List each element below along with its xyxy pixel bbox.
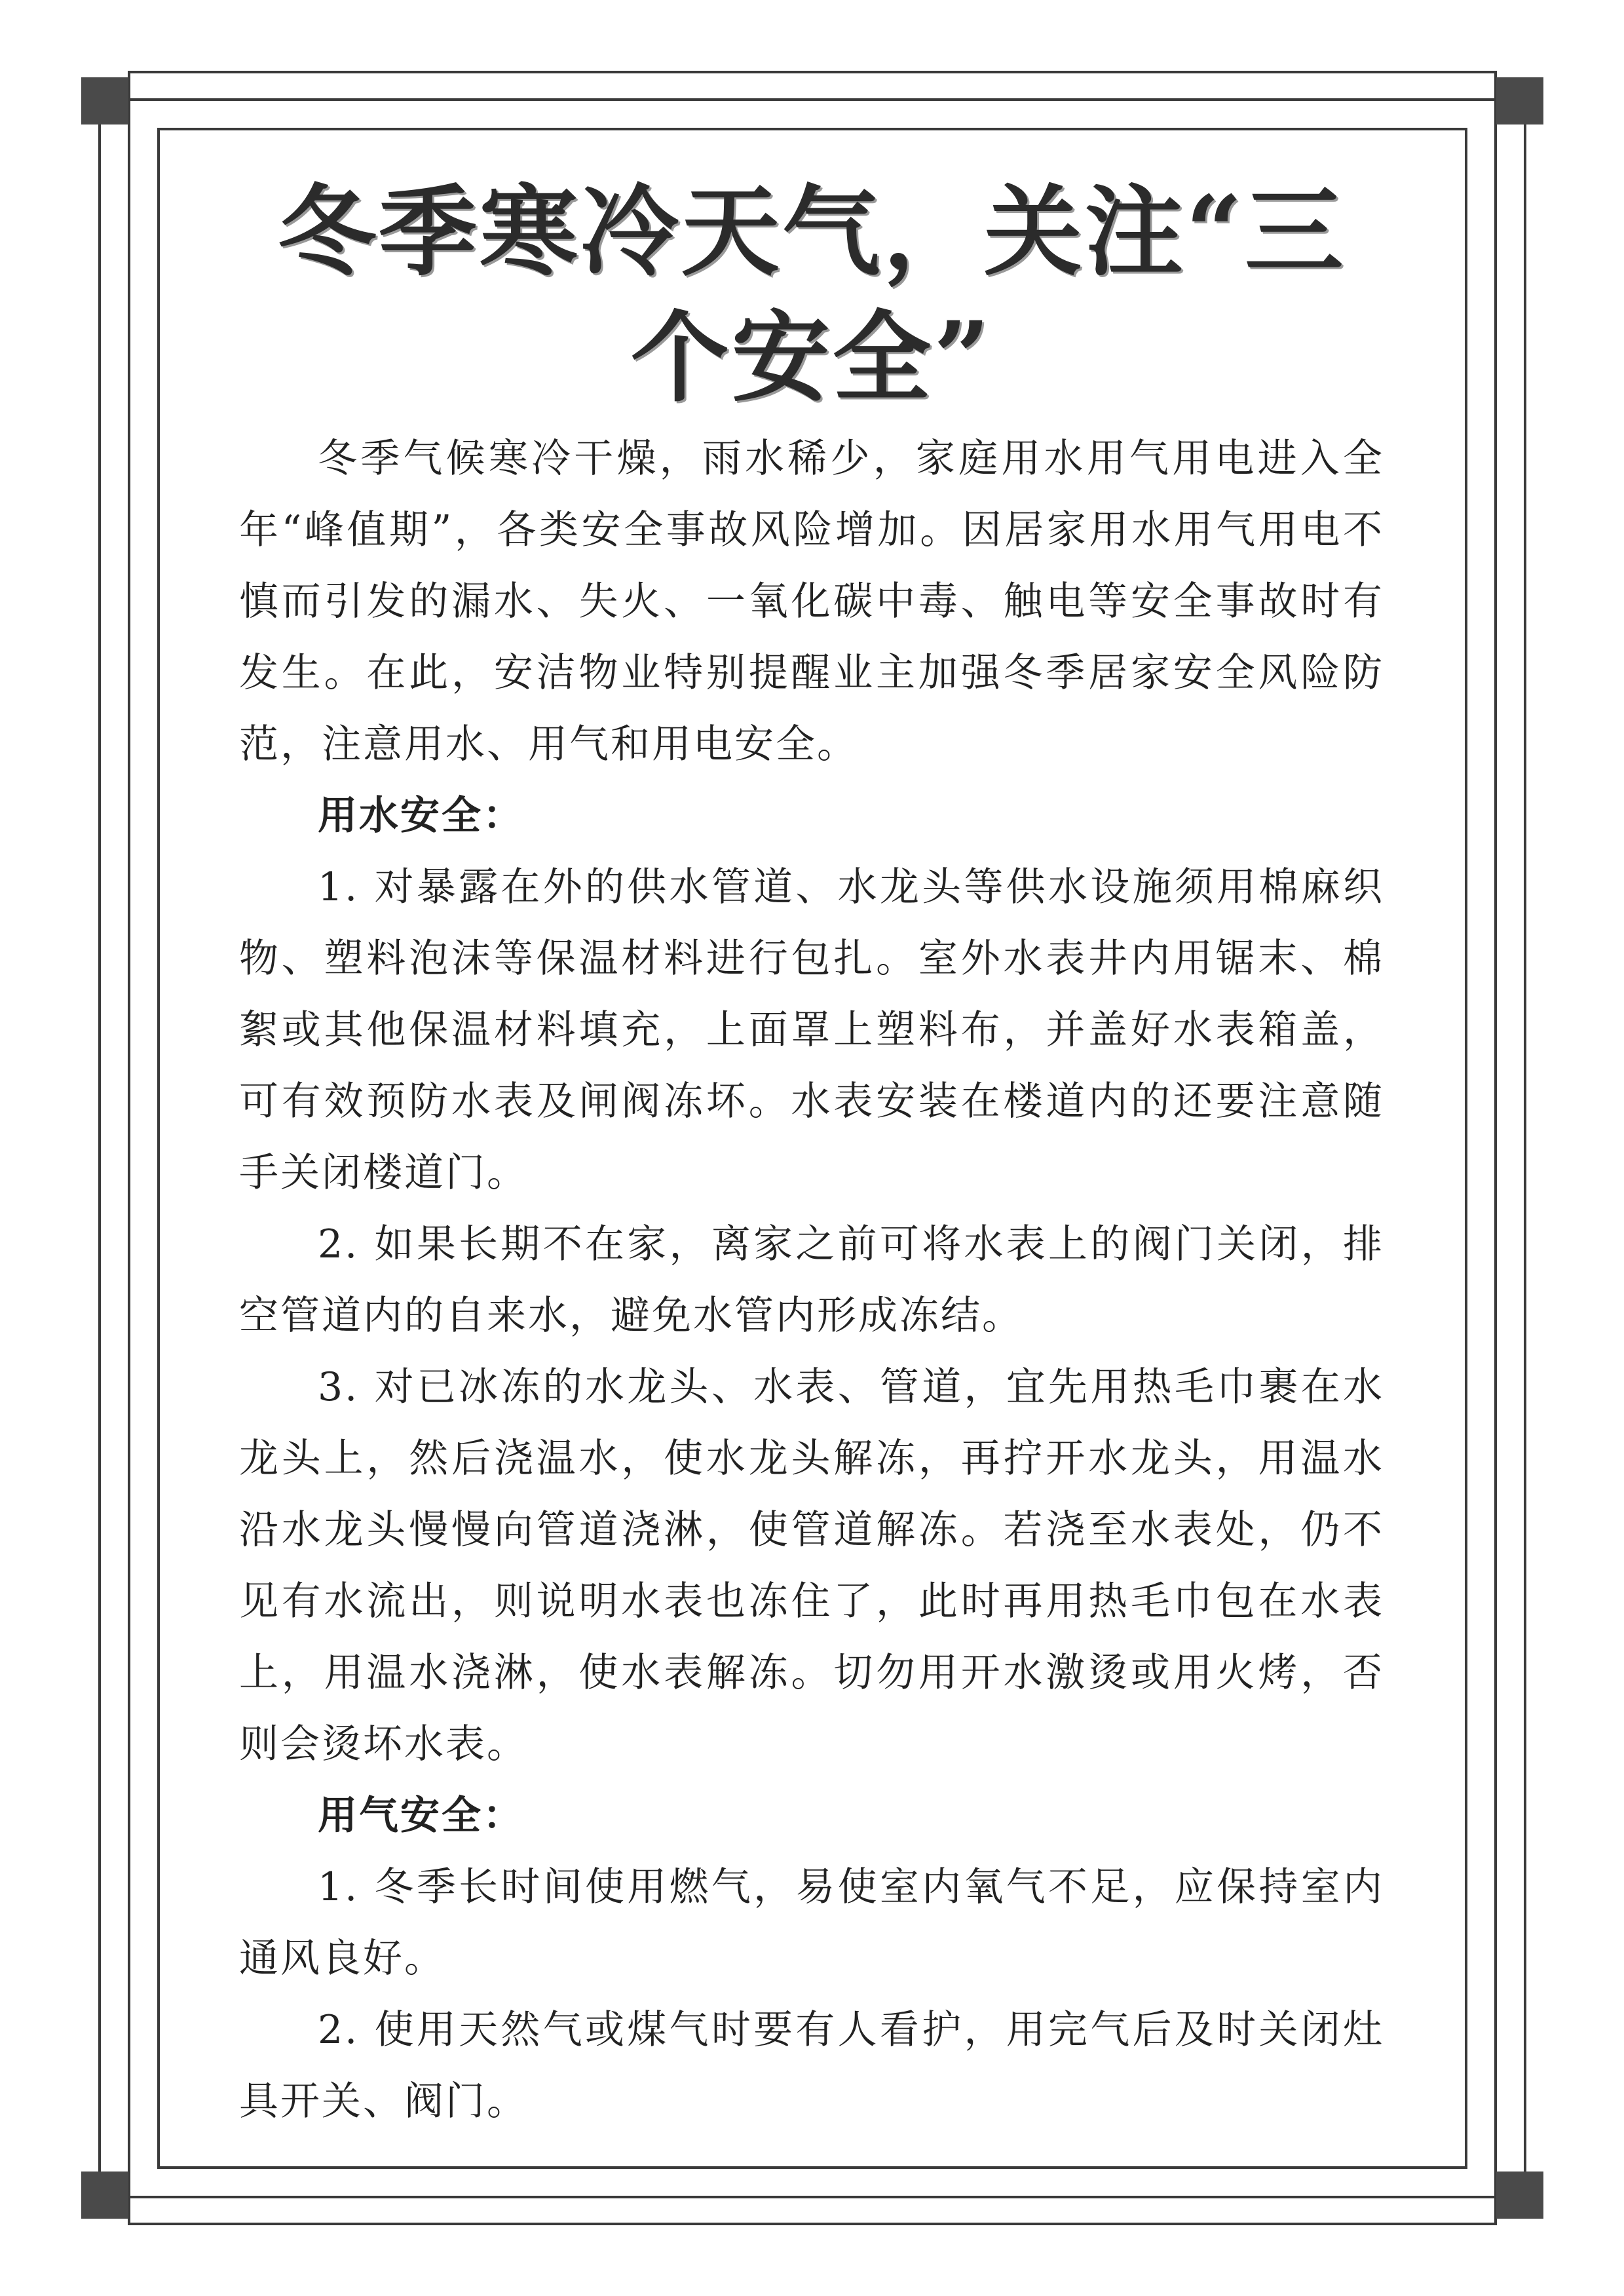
list-item: 1. 冬季长时间使用燃气，易使室内氧气不足，应保持室内通风良好。: [239, 1864, 1384, 1981]
frame-corner-bottom-right: [1496, 2172, 1543, 2219]
section-heading: 用水安全：: [318, 793, 524, 839]
frame-corner-bottom-left: [81, 2172, 128, 2219]
list-item: 2. 使用天然气或煤气时要有人看护，用完气后及时关闭灶具开关、阀门。: [239, 2007, 1384, 2124]
section-heading: 用气安全：: [318, 1793, 524, 1839]
document-title: 冬季寒冷天气，关注“三个安全”: [277, 174, 1346, 415]
list-item: 1. 对暴露在外的供水管道、水龙头等供水设施须用棉麻织物、塑料泡沫等保温材料进行包扎。室外水表井内用锯末、棉絮或其他保温材料填充，上面罩上塑料布，并盖好水表箱盖，可有效预防水表及闸阀冻坏。水表安装在楼道内的还要注意随手关闭楼道门。: [239, 864, 1384, 1196]
list-item: 3. 对已冰冻的水龙头、水表、管道，宜先用热毛巾裹在水龙头上，然后浇温水，使水龙头解冻，再拧开水龙头，用温水沿水龙头慢慢向管道浇淋，使管道解冻。若浇至水表处，仍不见有水流出，则说明水表也冻住了，此时再用热毛巾包在水表上，用温水浇淋，使水表解冻。切勿用开水激烫或用火烤，否则会烫坏水表。: [239, 1364, 1384, 1767]
frame-corner-top-right: [1496, 77, 1543, 124]
list-item: 2. 如果长期不在家，离家之前可将水表上的阀门关闭，排空管道内的自来水，避免水管内形成冻结。: [239, 1221, 1384, 1339]
section-water-safety: [239, 780, 1384, 1780]
section-gas-safety: [239, 1780, 1384, 2137]
intro-paragraph: 冬季气候寒冷干燥，雨水稀少，家庭用水用气用电进入全年“峰值期”，各类安全事故风险增加。因居家用水用气用电不慎而引发的漏水、失火、一氧化碳中毒、触电等安全事故时有发生。在此，安洁物业特别提醒业主加强冬季居家安全风险防范，注意用水、用气和用电安全。: [239, 436, 1384, 767]
document-body: [239, 169, 1384, 2137]
frame-corner-top-left: [81, 77, 128, 124]
